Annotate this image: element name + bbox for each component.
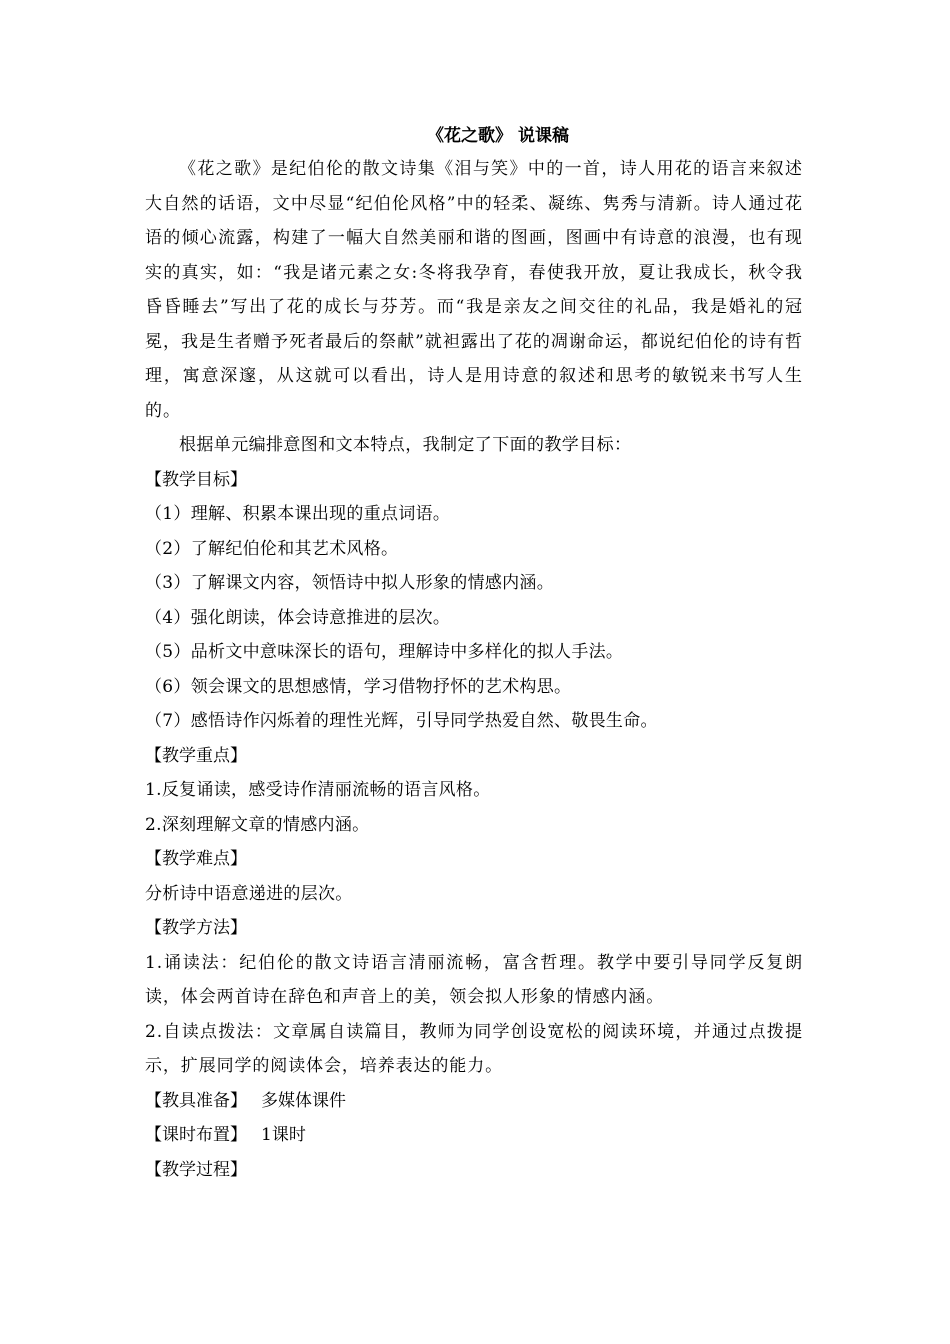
schedule-heading: 【课时布置】 xyxy=(145,1125,247,1145)
key-point-item: 1.反复诵读，感受诗作清丽流畅的语言风格。 xyxy=(145,780,491,800)
key-points-heading: 【教学重点】 xyxy=(145,745,247,766)
method-item: 1.诵读法：纪伯伦的散文诗语言清丽流畅，富含哲理。教学中要引导同学反复朗读，体会两首诗在辞色和声音上的美，领会拟人形象的情感内涵。 xyxy=(145,952,803,1007)
intro-paragraph: 《花之歌》是纪伯伦的散文诗集《泪与笑》中的一首，诗人用花的语言来叙述大自然的话语，文中尽显“纪伯伦风格”中的轻柔、凝练、隽秀与清新。诗人通过花语的倾心流露，构建了一幅大自然美丽和谐的图画，图画中有诗意的浪漫，也有现实的真实，如：“我是诸元素之女:冬将我孕育，春使我开放，夏让我成长，秋令我昏昏睡去”写出了花的成长与芬芳。而“我是亲友之间交往的礼品，我是婚礼的冠冕，我是生者赠予死者最后的祭献”就袒露出了花的凋谢命运，都说纪伯伦的诗有哲理，寓意深邃，从这就可以看出，诗人是用诗意的叙述和思考的敏锐来书写人生的。 xyxy=(145,159,803,421)
objectives-intro-paragraph: 根据单元编排意图和文本特点，我制定了下面的教学目标： xyxy=(179,435,632,455)
difficulties-section xyxy=(145,842,803,911)
document-page xyxy=(145,120,803,1187)
objective-item: （7）感悟诗作闪烁着的理性光辉，引导同学热爱自然、敬畏生命。 xyxy=(145,711,658,731)
tools-value: 多媒体课件 xyxy=(261,1090,346,1111)
objective-item: （1）理解、积累本课出现的重点词语。 xyxy=(145,504,451,524)
objectives-section xyxy=(145,463,803,739)
schedule-section xyxy=(145,1118,803,1153)
objectives-heading: 【教学目标】 xyxy=(145,469,247,490)
document-title: 《花之歌》 说课稿 xyxy=(427,126,569,146)
objective-item: （5）品析文中意味深长的语句，理解诗中多样化的拟人手法。 xyxy=(145,642,624,662)
key-points-section xyxy=(145,739,803,843)
methods-heading: 【教学方法】 xyxy=(145,918,247,938)
difficulties-heading: 【教学难点】 xyxy=(145,849,247,869)
methods-section xyxy=(145,911,803,1084)
process-heading: 【教学过程】 xyxy=(145,1159,247,1180)
tools-section xyxy=(145,1084,803,1119)
method-item: 2.自读点拨法：文章属自读篇目，教师为同学创设宽松的阅读环境，并通过点拨提示，扩展同学的阅读体会，培养表达的能力。 xyxy=(145,1021,803,1076)
objective-item: （3）了解课文内容，领悟诗中拟人形象的情感内涵。 xyxy=(145,573,555,593)
key-point-item: 2.深刻理解文章的情感内涵。 xyxy=(145,814,370,835)
objective-item: （6）领会课文的思想感情，学习借物抒怀的艺术构思。 xyxy=(145,676,572,697)
schedule-value: 1课时 xyxy=(261,1125,306,1145)
objective-item: （4）强化朗读，体会诗意推进的层次。 xyxy=(145,607,451,628)
difficulties-text: 分析诗中语意递进的层次。 xyxy=(145,883,353,904)
objective-item: （2）了解纪伯伦和其艺术风格。 xyxy=(145,538,399,559)
tools-heading: 【教具准备】 xyxy=(145,1090,247,1111)
process-section xyxy=(145,1153,803,1188)
